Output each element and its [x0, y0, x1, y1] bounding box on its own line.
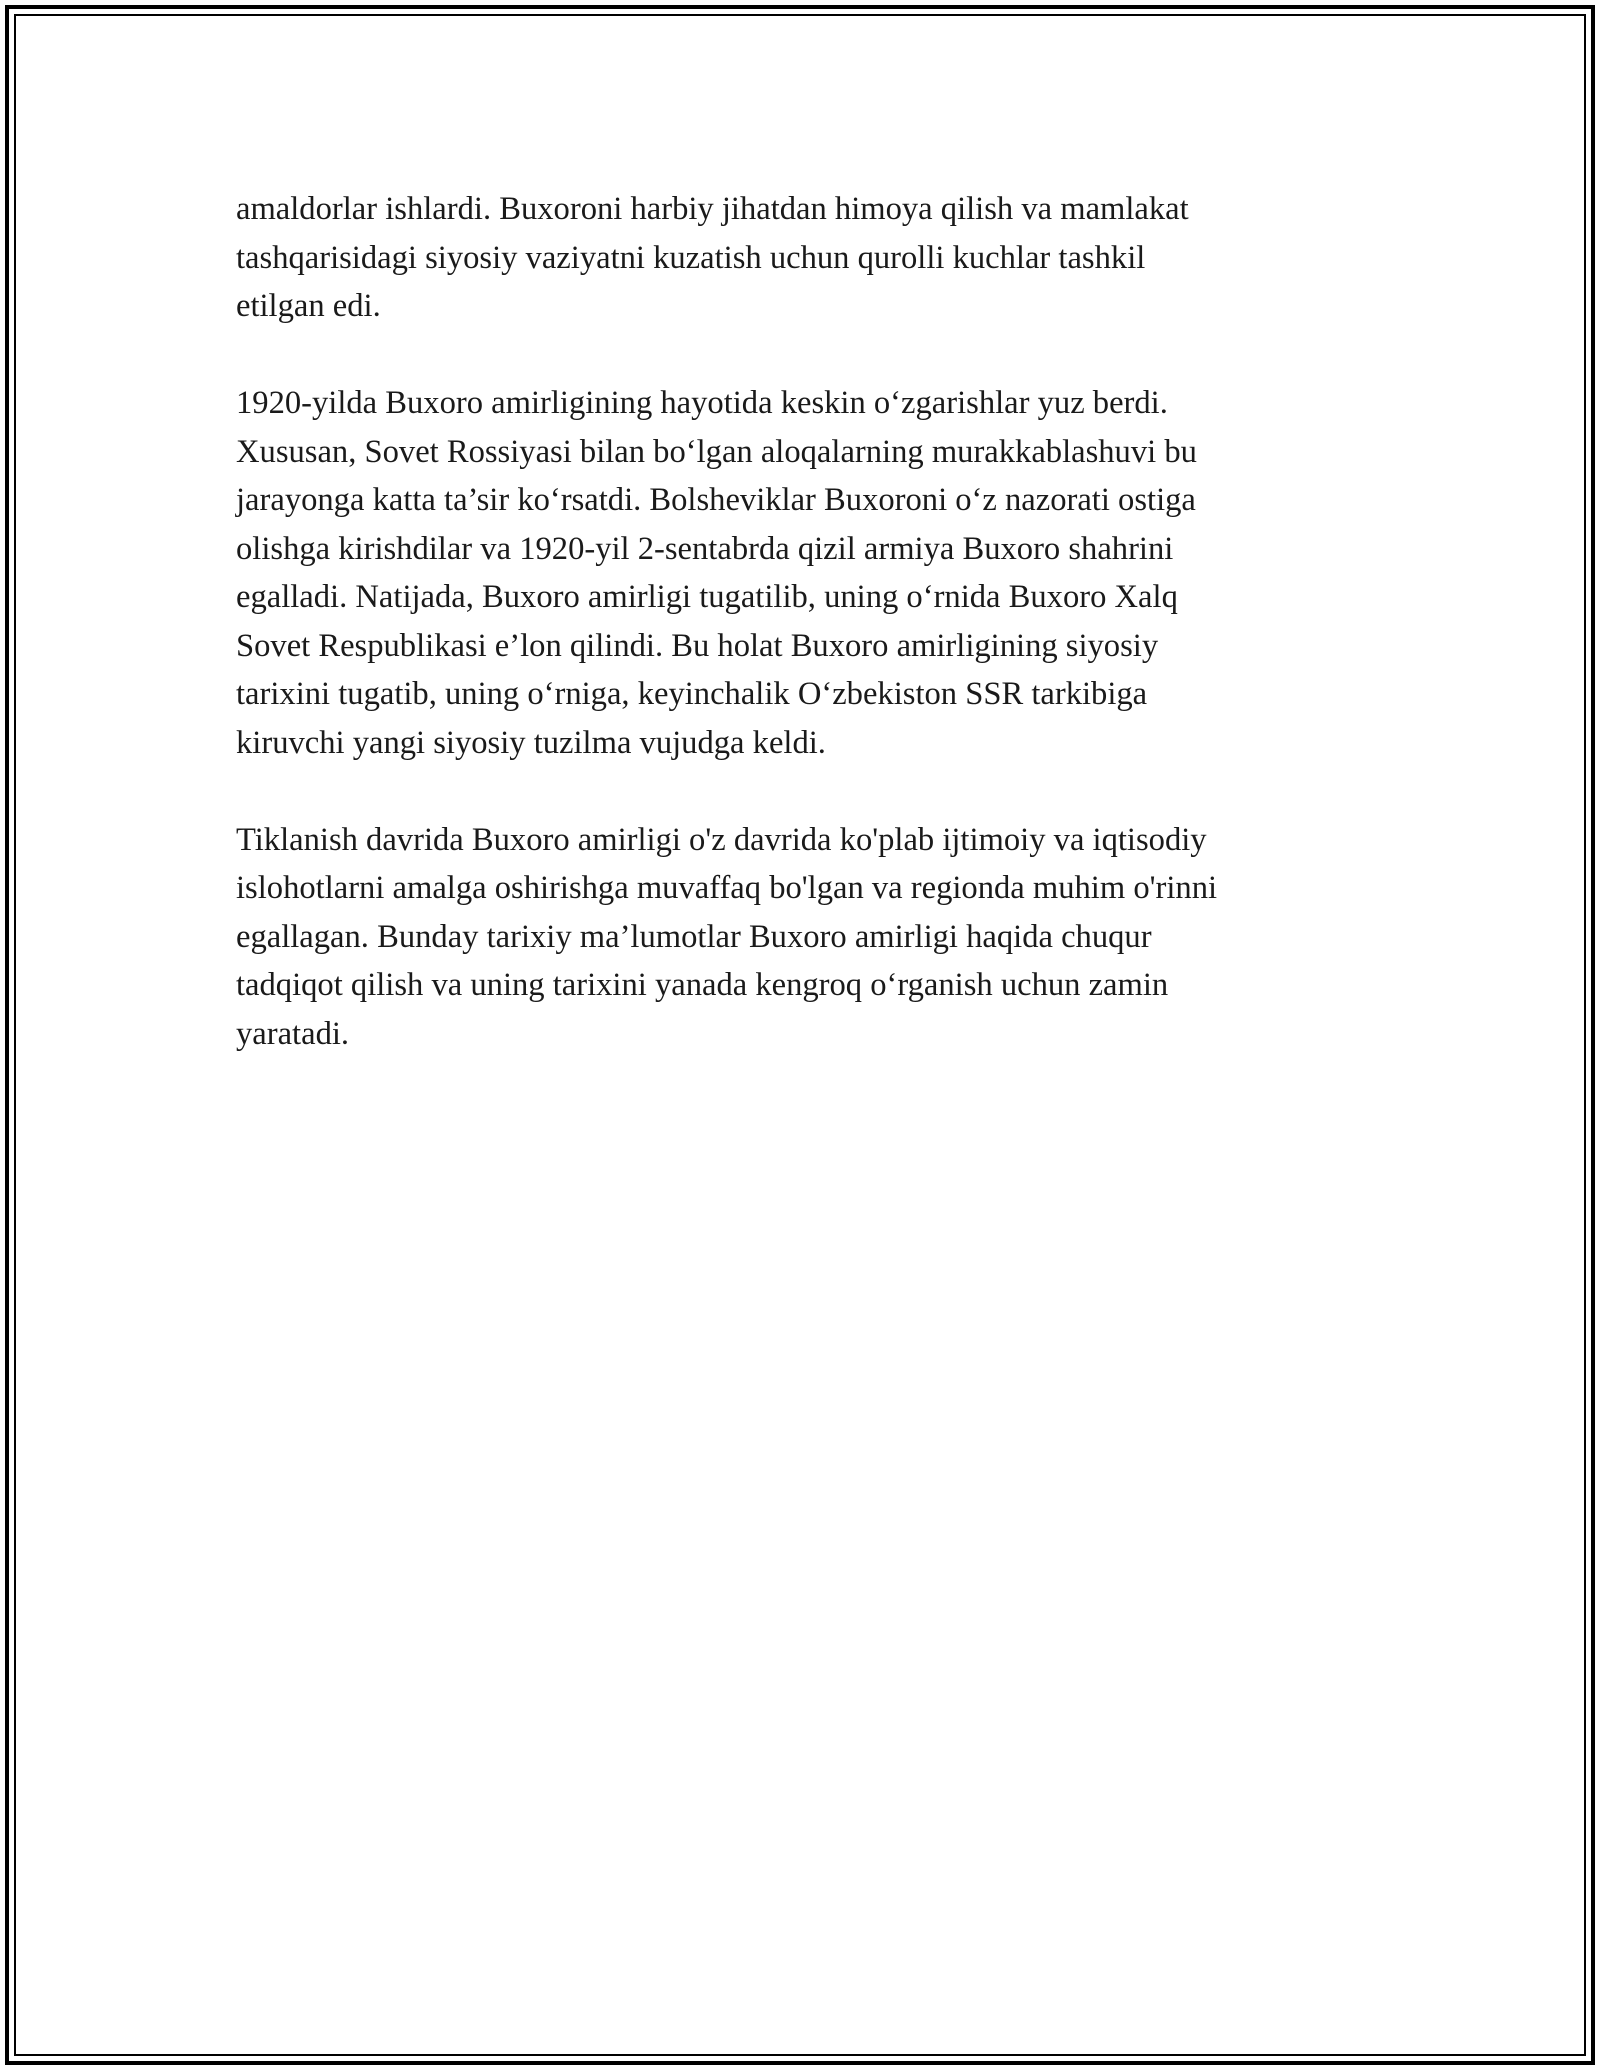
paragraph	[236, 816, 1366, 1059]
text-line: olishga kirishdilar va 1920-yil 2-sentabrda qizil armiya Buxoro shahrini	[236, 530, 1174, 567]
text-line: tadqiqot qilish va uning tarixini yanada kengroq o‘rganish uchun zamin	[236, 967, 1169, 1003]
paragraph	[236, 379, 1366, 767]
text-line: egallagan. Bunday tarixiy ma’lumotlar Buxoro amirligi haqida chuqur	[236, 918, 1152, 955]
paragraph	[236, 185, 1366, 331]
text-line: yaratadi.	[236, 1015, 350, 1052]
text-line: Tiklanish davrida Buxoro amirligi o'z davrida ko'plab ijtimoiy va iqtisodiy	[236, 821, 1207, 858]
text-line: jarayonga katta ta’sir ko‘rsatdi. Bolsheviklar Buxoroni o‘z nazorati ostiga	[236, 482, 1196, 518]
document-body	[236, 185, 1366, 1107]
text-line: 1920-yilda Buxoro amirligining hayotida keskin o‘zgarishlar yuz berdi.	[236, 385, 1168, 421]
text-line: Xususan, Sovet Rossiyasi bilan bo‘lgan aloqalarning murakkablashuvi bu	[236, 433, 1197, 470]
text-line: amaldorlar ishlardi. Buxoroni harbiy jihatdan himoya qilish va mamlakat	[236, 191, 1189, 227]
text-line: Sovet Respublikasi e’lon qilindi. Bu holat Buxoro amirligining siyosiy	[236, 627, 1159, 664]
text-line: tashqarisidagi siyosiy vaziyatni kuzatish uchun qurolli kuchlar tashkil	[236, 239, 1146, 276]
text-line: islohotlarni amalga oshirishga muvaffaq bo'lgan va regionda muhim o'rinni	[236, 870, 1218, 906]
text-line: etilgan edi.	[236, 288, 381, 324]
text-line: egalladi. Natijada, Buxoro amirligi tugatilib, uning o‘rnida Buxoro Xalq	[236, 579, 1178, 615]
text-line: kiruvchi yangi siyosiy tuzilma vujudga keldi.	[236, 724, 826, 761]
text-line: tarixini tugatib, uning o‘rniga, keyinchalik O‘zbekiston SSR tarkibiga	[236, 676, 1148, 712]
